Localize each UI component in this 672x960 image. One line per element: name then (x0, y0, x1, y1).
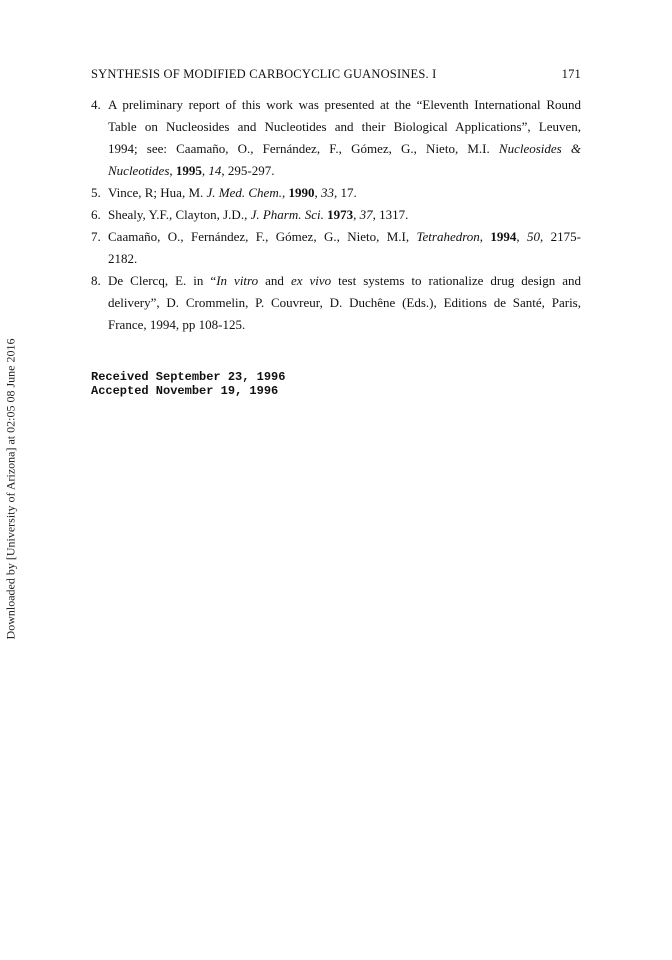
italic-segment: Nucleosides & (498, 141, 581, 156)
text-segment: Table on Nucleosides and Nucleotides and their Biological Applications”, Leuven, (108, 119, 581, 134)
italic-segment: 33 (320, 185, 334, 200)
reference-item (91, 94, 581, 182)
bold-segment: 1990 (288, 185, 315, 200)
dates-block (91, 370, 285, 398)
received-date: Received September 23, 1996 (91, 370, 286, 384)
text-segment: , 1317. (372, 207, 409, 222)
text-segment: and (258, 273, 291, 288)
text-segment: , (516, 229, 528, 244)
reference-item (91, 204, 581, 226)
bold-segment: 1995 (175, 163, 202, 178)
reference-line (108, 204, 581, 226)
italic-segment: J. Med. Chem. (206, 185, 282, 200)
reference-item (91, 226, 581, 270)
italic-segment: Nucleotides, (108, 163, 173, 178)
reference-item (91, 270, 581, 336)
italic-segment: 37 (359, 207, 373, 222)
text-segment: delivery”, D. Crommelin, P. Couvreur, D. Duchêne (Eds.), Editions de Santé, Paris, (108, 295, 581, 310)
page-number: 171 (561, 67, 581, 81)
italic-segment: 50 (527, 229, 541, 244)
text-segment: France, 1994, pp 108-125. (108, 317, 246, 332)
reference-number: 5. (91, 185, 101, 200)
text-segment: test systems to rationalize drug design and (331, 273, 581, 288)
reference-line (108, 160, 581, 182)
text-segment: , (314, 185, 321, 200)
reference-line (108, 314, 581, 336)
reference-line (108, 116, 581, 138)
download-watermark (2, 318, 20, 660)
download-notice: Downloaded by [University of Arizona] at 02:05 08 June 2016 (3, 338, 18, 640)
reference-number: 7. (91, 229, 101, 244)
reference-number: 6. (91, 207, 101, 222)
text-segment: , 2175- (540, 229, 581, 244)
reference-text (108, 270, 581, 336)
text-segment: Shealy, Y.F., Clayton, J.D., (108, 207, 251, 222)
reference-line (108, 138, 581, 160)
running-header (91, 67, 581, 85)
reference-text (108, 182, 581, 204)
text-segment: , 17. (333, 185, 357, 200)
text-segment: , (201, 163, 209, 178)
accepted-date: Accepted November 19, 1996 (91, 384, 279, 398)
running-title: SYNTHESIS OF MODIFIED CARBOCYCLIC GUANOSINES. I (91, 67, 437, 81)
text-segment: 1994; see: Caamaño, O., Fernández, F., Gómez, G., Nieto, M.I. (108, 141, 499, 156)
text-segment: Vince, R; Hua, M. (108, 185, 207, 200)
text-segment: , (479, 229, 491, 244)
reference-text (108, 94, 581, 182)
reference-text (108, 226, 581, 270)
italic-segment: 14 (208, 163, 222, 178)
text-segment: A preliminary report of this work was presented at the “Eleventh International Round (108, 97, 581, 112)
reference-line (108, 94, 581, 116)
italic-segment: Tetrahedron (416, 229, 480, 244)
reference-item (91, 182, 581, 204)
reference-line (108, 248, 581, 270)
reference-line (108, 182, 581, 204)
reference-line (108, 292, 581, 314)
reference-line (108, 226, 581, 248)
reference-number: 4. (91, 97, 101, 112)
reference-line (108, 270, 581, 292)
text-segment: Caamaño, O., Fernández, F., Gómez, G., Nieto, M.I, (108, 229, 417, 244)
text-segment: 2182. (108, 251, 138, 266)
reference-number: 8. (91, 273, 101, 288)
bold-segment: 1973 (327, 207, 354, 222)
reference-text (108, 204, 581, 226)
text-segment: , 295-297. (221, 163, 275, 178)
text-segment: , (281, 185, 289, 200)
italic-segment: J. Pharm. Sci. (250, 207, 324, 222)
text-segment: , (353, 207, 360, 222)
italic-segment: In vitro (216, 273, 259, 288)
text-segment: De Clercq, E. in “ (108, 273, 217, 288)
bold-segment: 1994 (490, 229, 517, 244)
italic-segment: ex vivo (290, 273, 332, 288)
reference-list (91, 94, 581, 336)
